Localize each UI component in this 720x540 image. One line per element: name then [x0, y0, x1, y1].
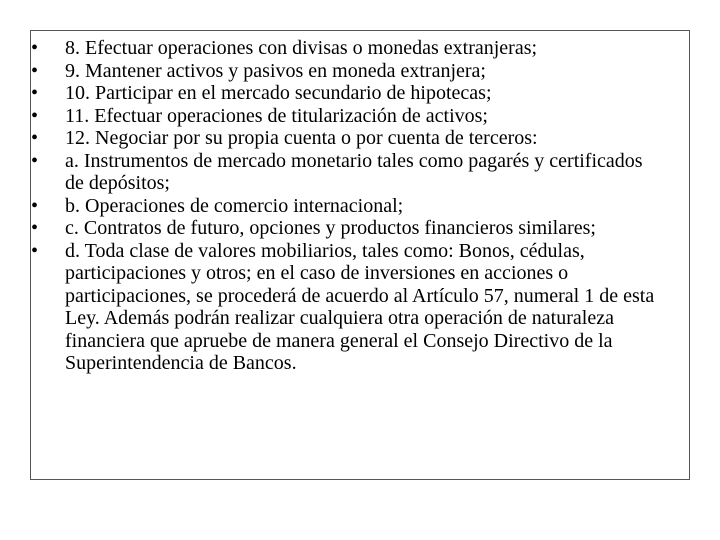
- bullet-marker: •: [31, 149, 39, 172]
- list-item: [31, 150, 661, 195]
- list-item: [31, 195, 661, 218]
- list-item-text: a. Instrumentos de mercado monetario tales como pagarés y certificados de depósitos;: [65, 149, 643, 194]
- bullet-marker: •: [31, 82, 39, 104]
- bullet-marker: •: [31, 104, 39, 127]
- text-frame: [30, 30, 690, 480]
- list-item-text: 12. Negociar por su propia cuenta o por cuenta de terceros:: [65, 127, 538, 149]
- list-item-text: 11. Efectuar operaciones de titularización de activos;: [65, 104, 488, 127]
- bullet-marker: •: [31, 37, 39, 59]
- bullet-marker: •: [31, 194, 39, 217]
- list-item-text: c. Contratos de futuro, opciones y productos financieros similares;: [65, 217, 596, 239]
- bullet-marker: •: [31, 127, 39, 149]
- list-item: [31, 82, 661, 105]
- list-item-text: 10. Participar en el mercado secundario de hipotecas;: [65, 82, 492, 104]
- list-item: [31, 60, 661, 83]
- bullet-marker: •: [31, 59, 39, 82]
- list-item-text: d. Toda clase de valores mobiliarios, tales como: Bonos, cédulas, participaciones y otros; en el caso de inversiones en acciones o participaciones, se procederá de acuerdo al Artículo 57, numeral 1 de esta Ley. Además podrán realizar cualquiera otra operación de naturaleza financiera que apruebe de manera general el Consejo Directivo de la Superintendencia de Bancos.: [65, 239, 655, 374]
- list-item: [31, 240, 661, 375]
- list-item-text: 8. Efectuar operaciones con divisas o monedas extranjeras;: [65, 37, 538, 59]
- list-item: [31, 105, 661, 128]
- bullet-marker: •: [31, 239, 39, 262]
- bullet-list: [31, 37, 661, 375]
- list-item-text: b. Operaciones de comercio internacional;: [65, 194, 404, 217]
- list-item: [31, 37, 661, 60]
- list-item: [31, 127, 661, 150]
- list-item: [31, 217, 661, 240]
- bullet-marker: •: [31, 217, 39, 239]
- list-item-text: 9. Mantener activos y pasivos en moneda extranjera;: [65, 59, 486, 82]
